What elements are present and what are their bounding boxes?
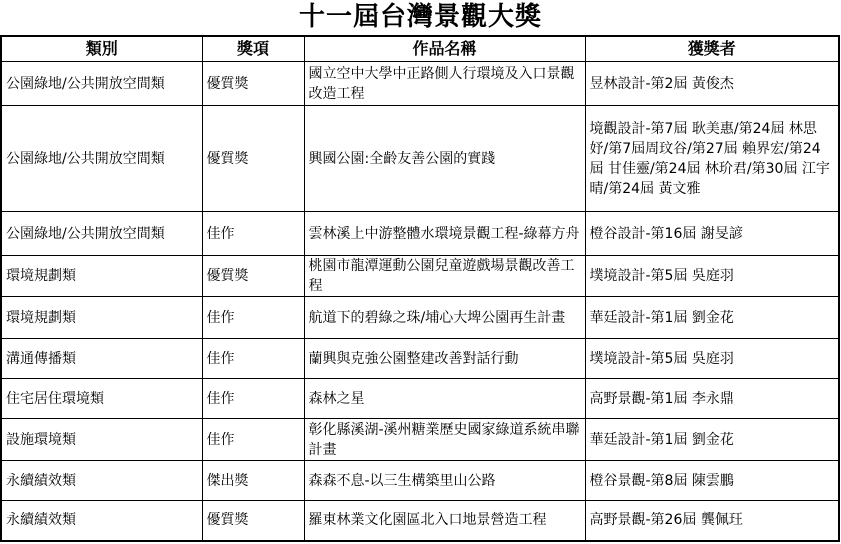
cell-winner: 橙谷設計-第16屆 謝旻諺 — [585, 212, 839, 256]
cell-award: 傑出獎 — [202, 461, 304, 501]
cell-category: 環境規劃類 — [1, 297, 202, 339]
cell-winner: 高野景觀-第1屆 李永鼎 — [585, 379, 839, 419]
header-winner: 獲獎者 — [585, 36, 839, 62]
table-row — [1, 461, 839, 501]
cell-award: 優質獎 — [202, 256, 304, 297]
cell-award: 優質獎 — [202, 501, 304, 541]
table-row — [1, 212, 839, 256]
cell-category: 公園綠地/公共開放空間類 — [1, 106, 202, 212]
cell-category: 公園綠地/公共開放空間類 — [1, 212, 202, 256]
sheet-title: 十一屆台灣景觀大獎 — [298, 2, 542, 32]
cell-category: 公園綠地/公共開放空間類 — [1, 62, 202, 106]
cell-winner: 墣境設計-第5屆 吳庭羽 — [585, 339, 839, 379]
table-row — [1, 501, 839, 541]
cell-winner: 境觀設計-第7屆 耿美惠/第24屆 林思妤/第7屆周玟谷/第27屆 賴界宏/第24屆 甘佳靈/第24屆 林玠君/第30屆 江宇晴/第24屆 黃文雅 — [585, 106, 839, 212]
table-row — [1, 62, 839, 106]
cell-award: 佳作 — [202, 297, 304, 339]
awards-table — [0, 35, 840, 542]
cell-work: 桃園市龍潭運動公園兒童遊戲場景觀改善工程 — [304, 256, 585, 297]
cell-work: 興國公園:全齡友善公園的實踐 — [304, 106, 585, 212]
table-row — [1, 256, 839, 297]
cell-category: 住宅居住環境類 — [1, 379, 202, 419]
cell-category: 設施環境類 — [1, 419, 202, 461]
cell-award: 佳作 — [202, 339, 304, 379]
header-category: 類別 — [1, 36, 202, 62]
cell-winner: 華廷設計-第1屆 劉金花 — [585, 297, 839, 339]
cell-award: 佳作 — [202, 419, 304, 461]
cell-work: 雲林溪上中游整體水環境景觀工程-綠幕方舟 — [304, 212, 585, 256]
header-row — [1, 36, 839, 62]
cell-work: 森森不息-以三生構築里山公路 — [304, 461, 585, 501]
cell-work: 彰化縣溪湖-溪州糖業歷史國家綠道系統串聯計畫 — [304, 419, 585, 461]
table-row — [1, 339, 839, 379]
cell-category: 環境規劃類 — [1, 256, 202, 297]
cell-work: 航道下的碧綠之珠/埔心大埤公園再生計畫 — [304, 297, 585, 339]
cell-winner: 墣境設計-第5屆 吳庭羽 — [585, 256, 839, 297]
table-row — [1, 297, 839, 339]
table-row — [1, 419, 839, 461]
cell-category: 永續績效類 — [1, 461, 202, 501]
cell-award: 佳作 — [202, 379, 304, 419]
table-row — [1, 106, 839, 212]
cell-winner: 高野景觀-第26屆 龔佩玨 — [585, 501, 839, 541]
cell-category: 永續績效類 — [1, 501, 202, 541]
cell-work: 羅東林業文化園區北入口地景營造工程 — [304, 501, 585, 541]
cell-winner: 橙谷景觀-第8屆 陳雲鵬 — [585, 461, 839, 501]
header-work: 作品名稱 — [304, 36, 585, 62]
cell-winner: 昱林設計-第2屆 黃俊杰 — [585, 62, 839, 106]
cell-work: 森林之星 — [304, 379, 585, 419]
cell-award: 佳作 — [202, 212, 304, 256]
cell-category: 溝通傳播類 — [1, 339, 202, 379]
cell-winner: 華廷設計-第1屆 劉金花 — [585, 419, 839, 461]
cell-work: 蘭興與克強公園整建改善對話行動 — [304, 339, 585, 379]
cell-award: 優質獎 — [202, 106, 304, 212]
table-row — [1, 379, 839, 419]
cell-award: 優質獎 — [202, 62, 304, 106]
header-award: 獎項 — [202, 36, 304, 62]
cell-work: 國立空中大學中正路側人行環境及入口景觀改造工程 — [304, 62, 585, 106]
